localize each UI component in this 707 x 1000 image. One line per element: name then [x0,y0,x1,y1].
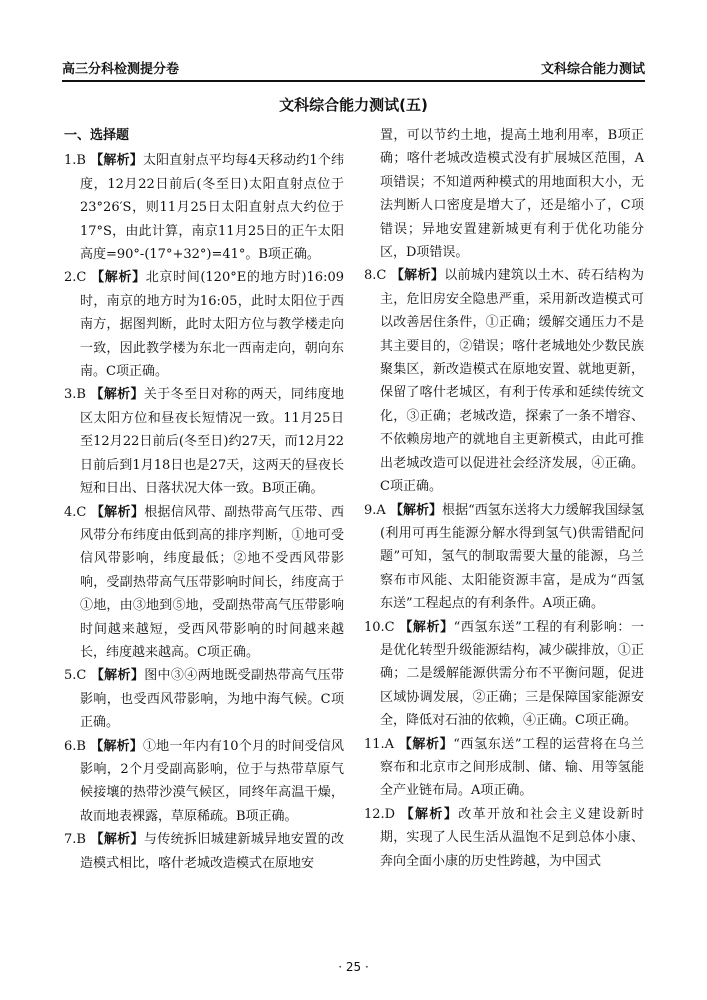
answer-number: 7.B [64,832,91,848]
answer-number: 12.D [364,806,401,822]
answer-text: 太阳直射点平均每4天移动约1个纬度，12月22日前后(冬至日)太阳直射点位于23°26′S，则11月25日太阳直射点大约位于17°S，由此计算，南京11月25日的正午太阳高度=90°-(17°+32°)=41°。B项正确。 [80,153,344,263]
analysis-tag: 【解析】 [390,268,445,284]
analysis-tag: 【解析】 [90,153,143,169]
answer-text: 改革开放和社会主义建设新时期，实现了人民生活从温饱不足到总体小康、奔向全面小康的历史性跨越，为中国式 [380,806,644,869]
answer-number: 2.C [64,270,92,286]
page-title: 文科综合能力测试(五) [279,96,428,114]
answer-text: “西氢东送”工程的运营将在乌兰察布和北京市之间形成制、储、输、用等氢能全产业链布局。A项正确。 [380,736,644,799]
answer-item [64,735,344,829]
analysis-tag: 【解析】 [90,387,144,403]
header-rule [62,80,645,82]
analysis-tag: 【解析】 [91,270,146,286]
answer-text: 北京时间(120°E的地方时)16:09时，南京的地方时为16:05，此时太阳位于西南方，据图判断，此时太阳方位与教学楼走向一致，因此教学楼为东北一西南走向，朝向东南。C项正确。 [80,270,344,380]
right-column [364,124,644,873]
answer-text: 以前城内建筑以土木、砖石结构为主，危旧房安全隐患严重，采用新改造模式可以改善居住条件，①正确；缓解交通压力不是其主要目的，②错误；喀什老城地处少数民族聚集区，新改造模式在原地安置、就地更新，保留了喀什老城区，有利于传承和延续传统文化，③正确；老城改造，探索了一条不增容、不依赖房地产的就地自主更新模式，由此可推出老城改造可以促进社会经济发展，④正确。C项正确。 [380,268,644,495]
header-left: 高三分科检测提分卷 [62,62,180,77]
answer-item [364,264,644,498]
answer-item [64,383,344,500]
analysis-tag: 【解析】 [400,806,459,822]
answer-number: 6.B [64,738,91,754]
answer-number: 5.C [64,668,91,684]
answer-number: 1.B [64,153,91,169]
analysis-tag: 【解析】 [90,832,144,848]
analysis-tag: 【解析】 [398,736,454,752]
header-right: 文科综合能力测试 [540,62,645,77]
running-header [62,58,645,80]
answer-text: 根据信风带、副热带高气压带、西风带分布纬度由低到高的排序判断，①地可受信风带影响，纬度最低；②地不受西风带影响，受副热带高气压带影响时间长，纬度高于①地，由③地到⑤地，受副热带高气压带影响时间越来越短，受西风带影响的时间越来越长，纬度越来越高。C项正确。 [80,504,344,660]
answer-text: 关于冬至日对称的两天，同纬度地区太阳方位和昼夜长短情况一致。11月25日至12月22日前后(冬至日)约27天，而12月22日前后到1月18日也是27天，这两天的昼夜长短和日出、日落状况大体一致。B项正确。 [80,387,344,497]
answer-number: 4.C [64,504,91,520]
page-number: · 25 · [338,960,369,974]
analysis-tag: 【解析】 [90,738,143,754]
answer-item [64,664,344,734]
answer-item [64,149,344,266]
answer-item [64,501,344,665]
answer-number: 3.B [64,387,91,403]
analysis-tag: 【解析】 [399,619,454,635]
answer-text: 图中③④两地既受副热带高气压带影响，也受西风带影响，为地中海气候。C项正确。 [80,668,344,731]
section-heading: 一、选择题 [64,128,130,143]
answer-number: 10.C [364,619,400,635]
answer-text: 根据“西氢东送将大力缓解我国绿氢(利用可再生能源分解水得到氢气)供需错配问题”可知，氢气的制取需要大量的能源，乌兰察布市风能、太阳能资源丰富，是成为“西氢东送”工程起点的有利条件。A项正确。 [380,502,644,612]
right-items [364,264,644,873]
analysis-tag: 【解析】 [90,504,145,520]
answer-text: 与传统拆旧城建新城异地安置的改造模式相比，喀什老城改造模式在原地安 [80,832,344,871]
answer-item [364,733,644,803]
answer-item [64,828,344,875]
answer-item [364,499,644,616]
answer-text: ①地一年内有10个月的时间受信风影响，2个月受副高影响，位于与热带草原气候接壤的热带沙漠气候区，同终年高温干燥，故而地表裸露，草原稀疏。B项正确。 [80,738,344,824]
analysis-tag: 【解析】 [90,668,145,684]
answer-number: 8.C [364,268,391,284]
analysis-tag: 【解析】 [389,502,443,518]
answer-number: 9.A [364,502,390,518]
answer-number: 11.A [364,736,399,752]
answer-text: “西氢东送”工程的有利影响：一是优化转型升级能源结构，减少碳排放，①正确；二是缓解能源供需分布不平衡问题，促进区域协调发展，②正确；三是保障国家能源安全，降低对石油的依赖，④正确。C项正确。 [380,619,644,729]
left-items [64,149,344,875]
answer-item [64,266,344,383]
left-column [64,124,344,875]
answer-item [364,616,644,733]
answer-continuation: 置，可以节约土地，提高土地利用率，B项正确；喀什老城改造模式没有扩展城区范围，A项错误；不知道两种模式的用地面积大小，无法判断人口密度是增大了，还是缩小了，C项错误；异地安置建新城更有利于优化功能分区，D项错误。 [380,128,644,261]
answer-item [364,803,644,873]
